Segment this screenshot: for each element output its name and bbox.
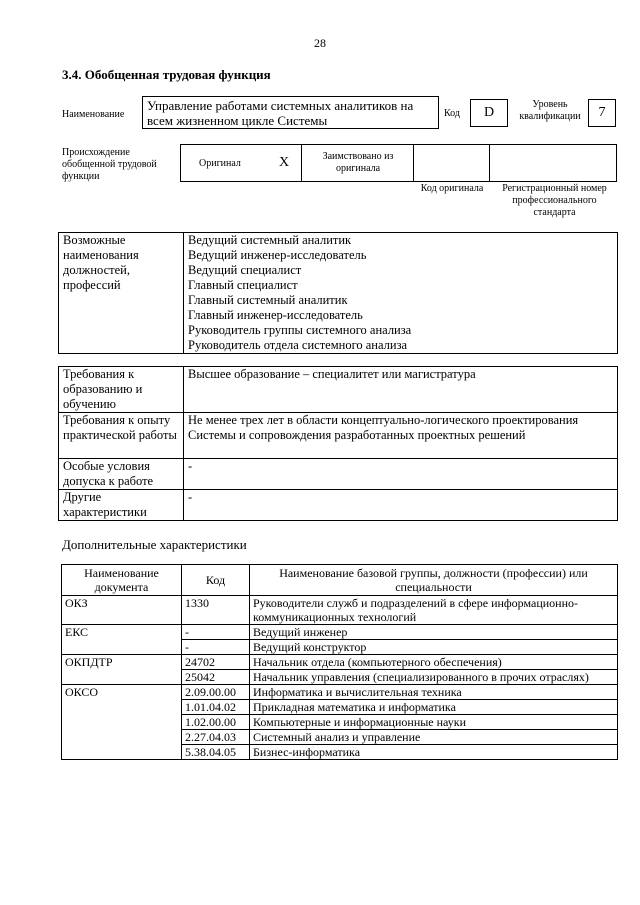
- original-label: Оригинал: [199, 158, 241, 169]
- requirement-row: [59, 490, 618, 521]
- positions-label: Возможные наименования должностей, профессий: [59, 233, 184, 354]
- table-row: [62, 625, 618, 640]
- requirement-value: Не менее трех лет в области концептуально-логического проектирования Системы и сопровождения разработанных проектных решений: [184, 413, 618, 459]
- code-cell: 25042: [182, 670, 250, 685]
- name-cell: Ведущий инженер: [250, 625, 618, 640]
- name-cell: Начальник отдела (компьютерного обеспечения): [250, 655, 618, 670]
- origin-code-cell: [413, 144, 490, 182]
- level-value: 7: [588, 99, 616, 127]
- table-row: [62, 655, 618, 670]
- origin-borrowed-cell: [301, 144, 414, 182]
- position-item: Ведущий инженер-исследователь: [188, 248, 367, 262]
- requirement-row: [59, 459, 618, 490]
- position-item: Ведущий системный аналитик: [188, 233, 352, 247]
- header-code: Код: [182, 565, 250, 596]
- name-cell: Начальник управления (специализированного в прочих отраслях): [250, 670, 618, 685]
- name-cell: Прикладная математика и информатика: [250, 700, 618, 715]
- page-number: 28: [314, 36, 326, 50]
- requirement-row: [59, 367, 618, 413]
- origin-reg-caption: Регистрационный номер профессионального стандарта: [502, 183, 607, 218]
- borrowed-label: Заимствовано из оригинала: [322, 151, 394, 174]
- position-item: Руководитель группы системного анализа: [188, 323, 412, 337]
- name-label: Наименование: [62, 109, 125, 120]
- origin-original-cell: [180, 144, 302, 182]
- name-cell: Ведущий конструктор: [250, 640, 618, 655]
- original-mark: X: [279, 155, 290, 170]
- additional-header-row: [62, 565, 618, 596]
- document-name: ЕКС: [62, 625, 182, 655]
- requirement-value: -: [184, 490, 618, 521]
- requirement-value: -: [184, 459, 618, 490]
- position-item: Главный системный аналитик: [188, 293, 348, 307]
- origin-reg-cell: [489, 144, 617, 182]
- code-cell: 24702: [182, 655, 250, 670]
- code-cell: 2.09.00.00: [182, 685, 250, 700]
- name-cell: Системный анализ и управление: [250, 730, 618, 745]
- position-item: Главный специалист: [188, 278, 298, 292]
- origin-label: Происхождение обобщенной трудовой функции: [62, 147, 157, 182]
- document-name: ОКПДТР: [62, 655, 182, 685]
- header-name: Наименование базовой группы, должности (профессии) или специальности: [250, 565, 618, 596]
- name-cell: Информатика и вычислительная техника: [250, 685, 618, 700]
- requirement-row: [59, 413, 618, 459]
- requirement-label: Требования к образованию и обучению: [59, 367, 184, 413]
- code-cell: 1.02.00.00: [182, 715, 250, 730]
- code-cell: 1330: [182, 596, 250, 625]
- position-item: Главный инженер-исследователь: [188, 308, 363, 322]
- additional-table: [61, 564, 618, 760]
- code-label: Код: [444, 108, 460, 119]
- name-cell: Руководители служб и подразделений в сфере информационно-коммуникационных технологий: [250, 596, 618, 625]
- code-cell: 5.38.04.05: [182, 745, 250, 760]
- requirement-value: Высшее образование – специалитет или магистратура: [184, 367, 618, 413]
- positions-table: [58, 232, 618, 354]
- code-cell: 2.27.04.03: [182, 730, 250, 745]
- origin-code-caption: Код оригинала: [420, 183, 484, 194]
- level-label: Уровень квалификации: [519, 99, 581, 122]
- name-cell: Бизнес-информатика: [250, 745, 618, 760]
- code-cell: -: [182, 640, 250, 655]
- code-value: D: [470, 99, 508, 127]
- position-item: Руководитель отдела системного анализа: [188, 338, 408, 352]
- function-name: Управление работами системных аналитиков на всем жизненном цикле Системы: [142, 96, 439, 129]
- table-row: [62, 685, 618, 700]
- section-title: 3.4. Обобщенная трудовая функция: [62, 67, 271, 82]
- table-row: [62, 596, 618, 625]
- position-item: Ведущий специалист: [188, 263, 302, 277]
- code-cell: -: [182, 625, 250, 640]
- requirement-label: Требования к опыту практической работы: [59, 413, 184, 459]
- document-name: ОКЗ: [62, 596, 182, 625]
- requirement-label: Другие характеристики: [59, 490, 184, 521]
- requirement-label: Особые условия допуска к работе: [59, 459, 184, 490]
- header-document: Наименование документа: [62, 565, 182, 596]
- document-name: ОКСО: [62, 685, 182, 760]
- additional-title: Дополнительные характеристики: [62, 537, 247, 552]
- name-cell: Компьютерные и информационные науки: [250, 715, 618, 730]
- requirements-table: [58, 366, 618, 521]
- code-cell: 1.01.04.02: [182, 700, 250, 715]
- positions-list: [184, 233, 618, 354]
